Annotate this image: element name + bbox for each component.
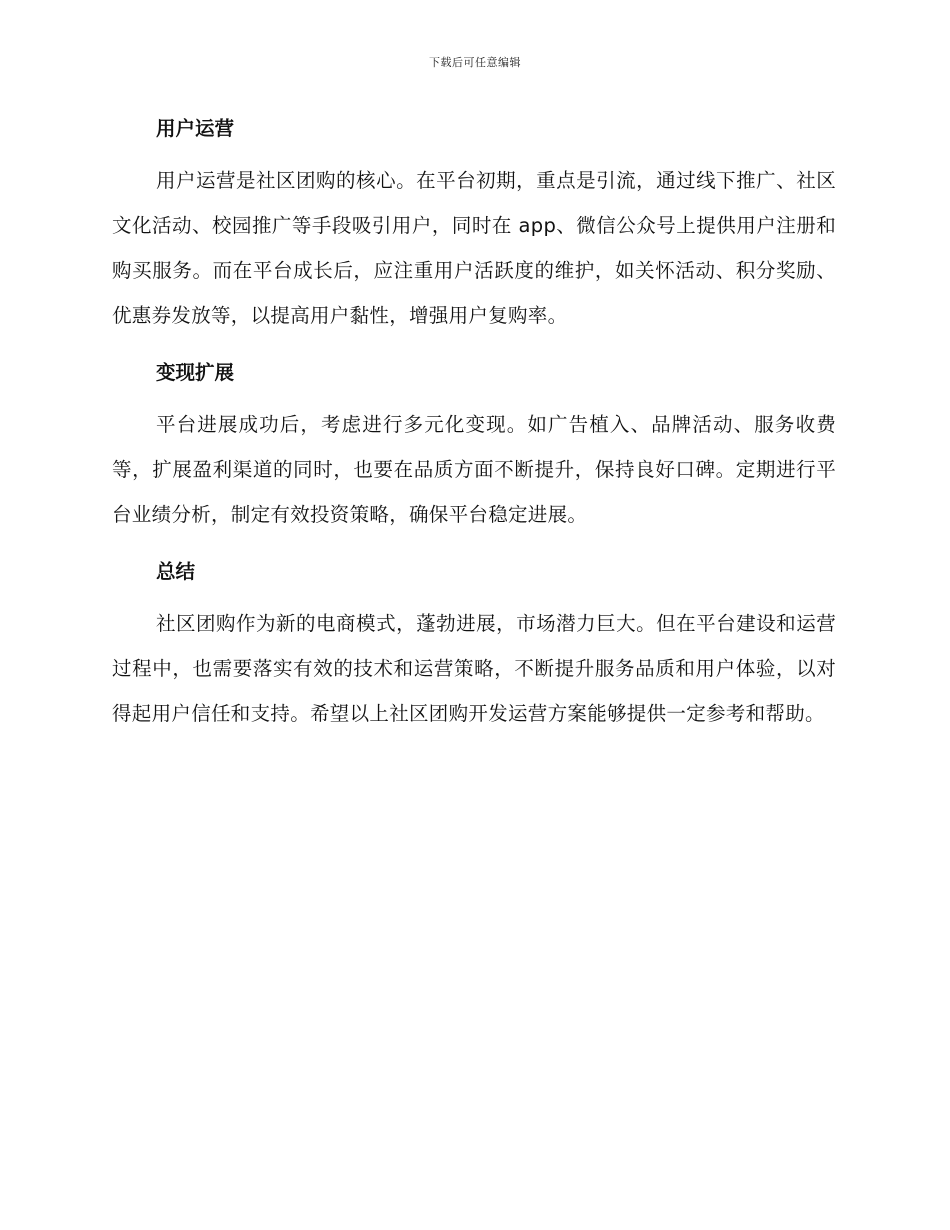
section-paragraph: 平台进展成功后，考虑进行多元化变现。如广告植入、品牌活动、服务收费等，扩展盈利渠道的同时，也要在品质方面不断提升，保持良好口碑。定期进行平台业绩分析，制定有效投资策略，确保平台稳定进展。 bbox=[112, 413, 836, 526]
section-title: 用户运营 bbox=[156, 117, 235, 140]
section-summary bbox=[112, 551, 836, 736]
section-title: 总结 bbox=[156, 560, 196, 583]
document-content bbox=[112, 108, 836, 750]
section-paragraph: 用户运营是社区团购的核心。在平台初期，重点是引流，通过线下推广、社区文化活动、校园推广等手段吸引用户，同时在 app、微信公众号上提供用户注册和购买服务。而在平台成长后，应注重用户活跃度的维护，如关怀活动、积分奖励、优惠券发放等，以提高用户黏性，增强用户复购率。 bbox=[112, 169, 836, 327]
section-paragraph: 社区团购作为新的电商模式，蓬勃进展，市场潜力巨大。但在平台建设和运营过程中，也需要落实有效的技术和运营策略，不断提升服务品质和用户体验，以对得起用户信任和支持。希望以上社区团购开发运营方案能够提供一定参考和帮助。 bbox=[112, 612, 836, 725]
section-title: 变现扩展 bbox=[156, 361, 235, 384]
section-user-operations bbox=[112, 108, 836, 338]
header-note: 下载后可任意编辑 bbox=[429, 56, 521, 69]
section-monetization bbox=[112, 352, 836, 537]
